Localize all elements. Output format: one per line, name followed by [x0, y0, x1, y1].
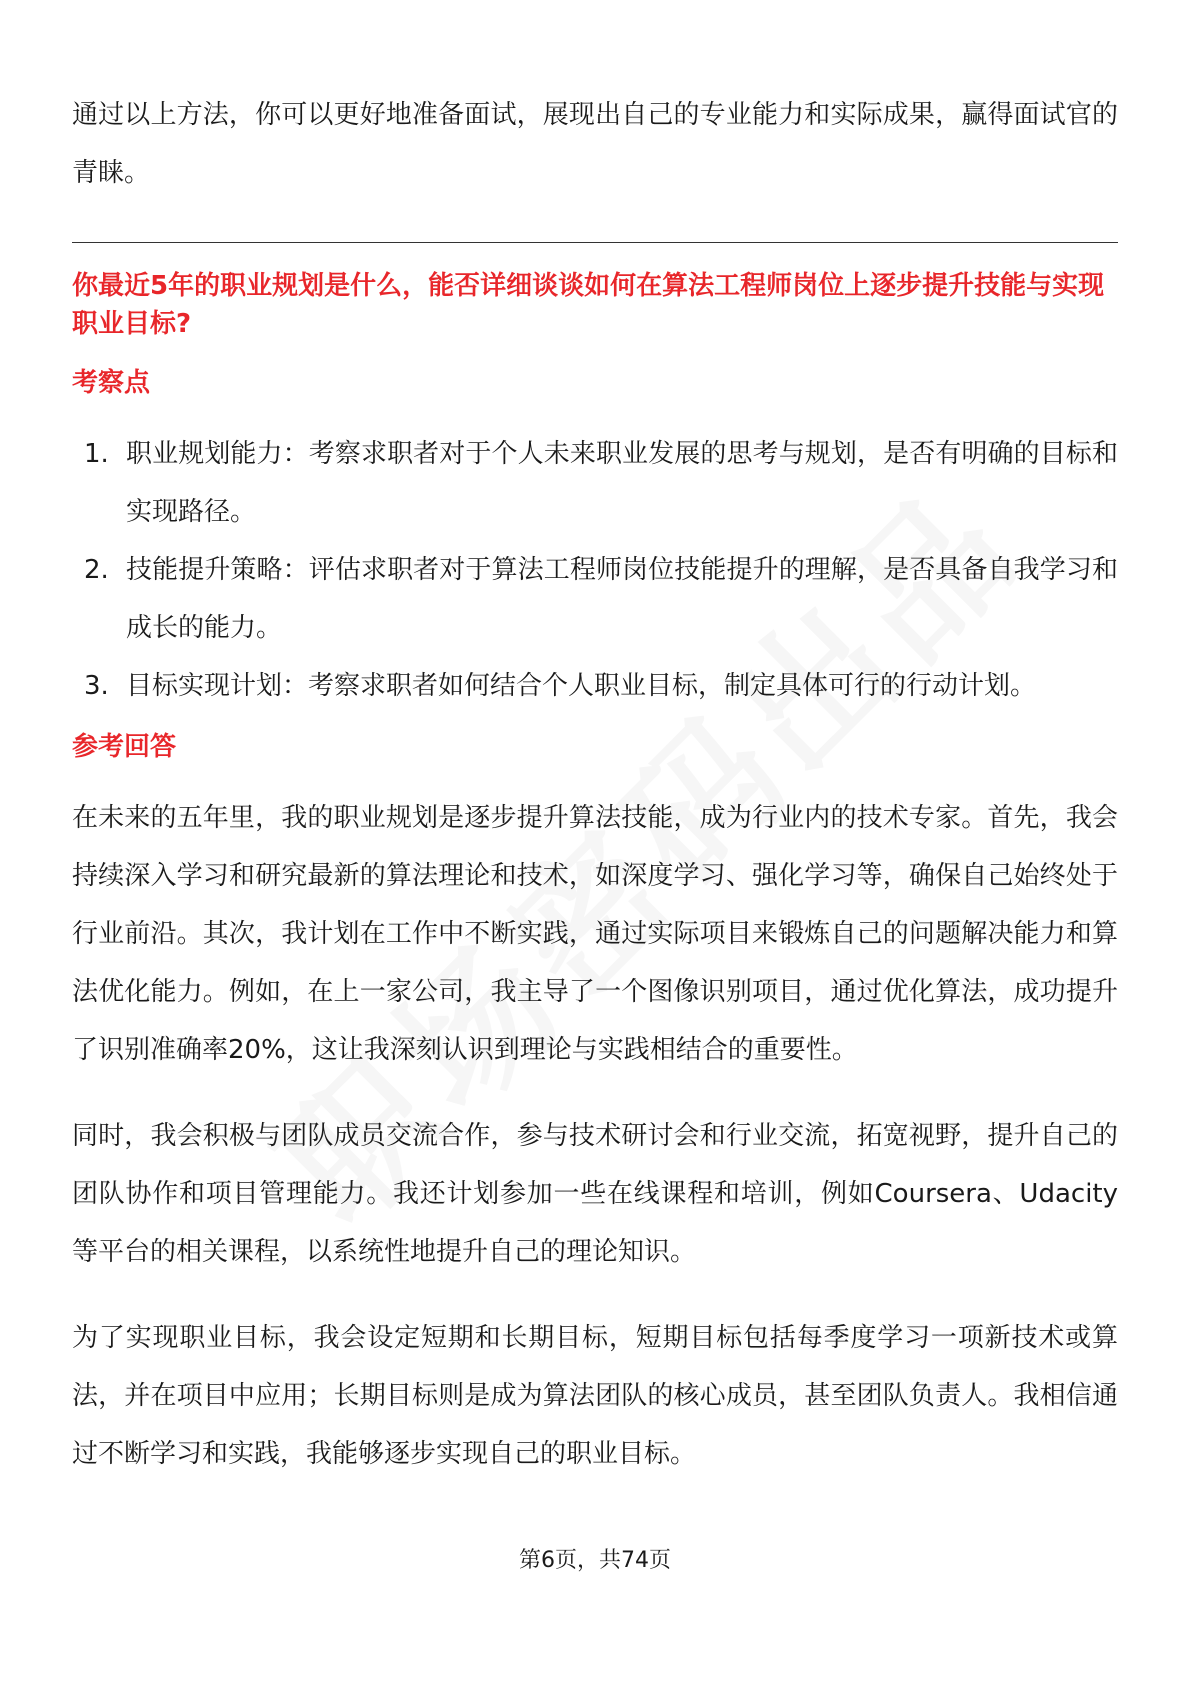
answer-paragraph: 为了实现职业目标，我会设定短期和长期目标，短期目标包括每季度学习一项新技术或算法，并在项目中应用；长期目标则是成为算法团队的核心成员，甚至团队负责人。我相信通过不断学习和实践，我能够逐步实现自己的职业目标。	[72, 1323, 1118, 1469]
assessment-item	[72, 541, 1118, 657]
assessment-item	[72, 657, 1118, 715]
assessment-title: 考察点	[72, 368, 151, 398]
assessment-item-text: 职业规划能力：考察求职者对于个人未来职业发展的思考与规划，是否有明确的目标和实现路径。	[126, 439, 1118, 527]
intro-paragraph: 通过以上方法，你可以更好地准备面试，展现出自己的专业能力和实际成果，赢得面试官的青睐。	[72, 100, 1118, 188]
assessment-list	[72, 425, 1118, 715]
answer-paragraph: 同时，我会积极与团队成员交流合作，参与技术研讨会和行业交流，拓宽视野，提升自己的团队协作和项目管理能力。我还计划参加一些在线课程和培训，例如Coursera、Udacity等平台的相关课程，以系统性地提升自己的理论知识。	[72, 1121, 1118, 1267]
answer-title: 参考回答	[72, 732, 177, 762]
question-heading: 你最近5年的职业规划是什么，能否详细谈谈如何在算法工程师岗位上逐步提升技能与实现职业目标?	[72, 271, 1105, 339]
page-footer: 第6页，共74页	[519, 1548, 671, 1573]
answer-paragraph: 在未来的五年里，我的职业规划是逐步提升算法技能，成为行业内的技术专家。首先，我会持续深入学习和研究最新的算法理论和技术，如深度学习、强化学习等，确保自己始终处于行业前沿。其次，我计划在工作中不断实践，通过实际项目来锻炼自己的问题解决能力和算法优化能力。例如，在上一家公司，我主导了一个图像识别项目，通过优化算法，成功提升了识别准确率20%，这让我深刻认识到理论与实践相结合的重要性。	[72, 803, 1118, 1065]
assessment-item-text: 目标实现计划：考察求职者如何结合个人职业目标，制定具体可行的行动计划。	[126, 671, 1037, 701]
assessment-item-text: 技能提升策略：评估求职者对于算法工程师岗位技能提升的理解，是否具备自我学习和成长的能力。	[126, 555, 1118, 643]
document-page	[72, 86, 1118, 1511]
section-divider	[72, 242, 1118, 243]
assessment-item-number: 1.	[84, 439, 109, 469]
assessment-item	[72, 425, 1118, 541]
assessment-item-number: 2.	[84, 555, 109, 585]
assessment-item-number: 3.	[84, 671, 109, 701]
